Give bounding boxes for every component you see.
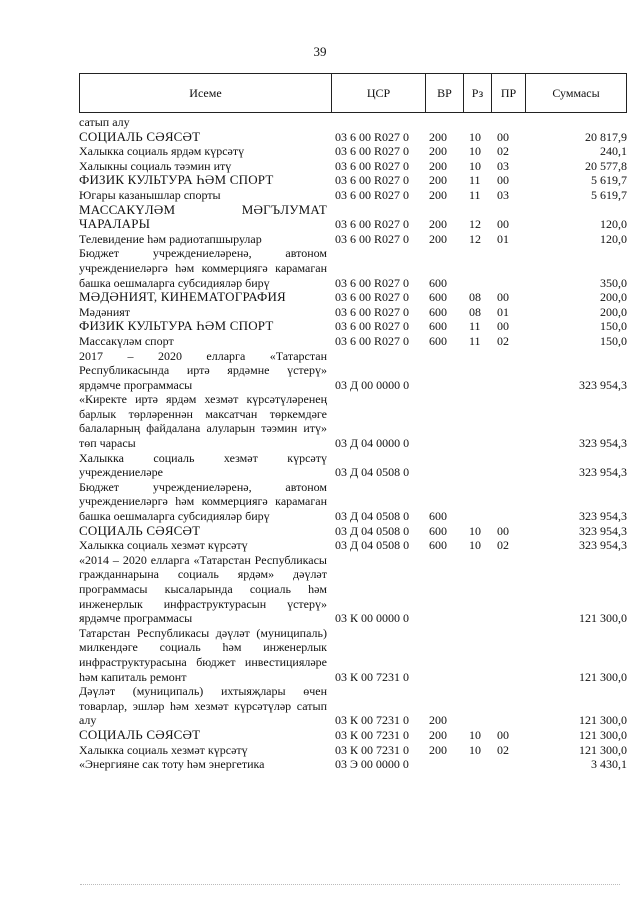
row-name: СОЦИАЛЬ СӘЯСӘТ [79, 522, 201, 538]
row-csr: 03 6 00 R027 0 [335, 158, 410, 173]
table-row [79, 232, 627, 247]
row-csr: 03 6 00 R027 0 [335, 187, 410, 202]
table-row [79, 173, 627, 188]
header-sum: Суммасы [552, 85, 600, 100]
row-rz: 10 [469, 538, 481, 553]
row-csr: 03 6 00 R027 0 [335, 304, 410, 319]
table-row [79, 203, 627, 232]
row-csr: 03 Д 04 0508 0 [335, 523, 410, 538]
row-rz: 10 [469, 742, 481, 757]
table-body [79, 115, 627, 772]
row-csr: 03 Д 04 0508 0 [335, 465, 410, 480]
row-name: СОЦИАЛЬ СӘЯСӘТ [79, 128, 201, 144]
row-name: «2014 – 2020 елларга «Татарстан Республикасы гражданнарына социаль ярдәм» дәүләт программасы кысаларында социаль һәм инженерлык инфраструктурасын үстерү» ярдәмче программасы [79, 552, 327, 626]
row-pr: 01 [497, 304, 509, 319]
table-header [79, 73, 627, 113]
row-sum: 350,0 [600, 275, 627, 290]
row-vr: 200 [429, 217, 447, 232]
table-row [79, 743, 627, 758]
row-pr: 01 [497, 231, 509, 246]
table-row [79, 334, 627, 349]
row-rz: 11 [469, 187, 481, 202]
row-pr: 00 [497, 727, 509, 742]
row-name: ФИЗИК КУЛЬТУРА ҺӘМ СПОРТ [79, 172, 274, 188]
row-name: «Киректе иртә ярдәм хезмәт күрсәтүләренең барлык төрләреннән максатчан төркемдәге балаларның файдалана алуларын тәэмин итү» төп чарасы [79, 392, 327, 451]
row-name: Югары казанышлар спорты [79, 187, 221, 202]
row-vr: 200 [429, 713, 447, 728]
row-csr: 03 6 00 R027 0 [335, 275, 410, 290]
row-name: Халыкка социаль хезмәт күрсәтү [79, 538, 248, 553]
row-sum: 323 954,3 [579, 465, 627, 480]
row-sum: 240,1 [600, 144, 627, 159]
header-rz: Рз [464, 74, 492, 112]
row-rz: 10 [469, 158, 481, 173]
row-name: ФИЗИК КУЛЬТУРА ҺӘМ СПОРТ [79, 318, 274, 334]
row-name: МӘДӘНИЯТ, КИНЕМАТОГРАФИЯ [79, 289, 286, 305]
row-rz: 12 [469, 217, 481, 232]
row-vr: 200 [429, 187, 447, 202]
row-csr: 03 6 00 R027 0 [335, 319, 410, 334]
row-vr: 200 [429, 727, 447, 742]
row-name: сатып алу [79, 115, 130, 129]
header-pr: ПР [492, 74, 526, 112]
row-vr: 200 [429, 231, 447, 246]
row-csr: 03 К 00 7231 0 [335, 742, 410, 757]
row-sum: 323 954,3 [579, 538, 627, 553]
row-sum: 323 954,3 [579, 377, 627, 392]
row-name: Телевидение һәм радиотапшырулар [79, 231, 262, 246]
row-sum: 121 300,0 [579, 742, 627, 757]
row-name: Бюджет учреждениеләренә, автоном учреждениеләргә һәм коммерциягә карамаган башка оешмаларга субсидияләр бирү [79, 479, 327, 524]
row-pr: 02 [497, 538, 509, 553]
row-sum: 120,0 [600, 231, 627, 246]
row-rz: 10 [469, 144, 481, 159]
row-sum: 121 300,0 [579, 727, 627, 742]
table-row [79, 728, 627, 743]
row-rz: 10 [469, 129, 481, 144]
row-csr: 03 К 00 7231 0 [335, 727, 410, 742]
table-row [79, 319, 627, 334]
row-vr: 600 [429, 538, 447, 553]
row-vr: 600 [429, 523, 447, 538]
row-vr: 200 [429, 742, 447, 757]
row-csr: 03 6 00 R027 0 [335, 217, 410, 232]
row-vr: 200 [429, 158, 447, 173]
row-rz: 08 [469, 290, 481, 305]
row-pr: 02 [497, 144, 509, 159]
table-row [79, 684, 627, 728]
row-sum: 3 430,1 [591, 757, 627, 772]
row-sum: 150,0 [600, 319, 627, 334]
row-name: Массакүләм спорт [79, 333, 174, 348]
table-row [79, 553, 627, 626]
footer-divider [80, 884, 620, 886]
row-vr: 200 [429, 144, 447, 159]
row-vr: 200 [429, 129, 447, 144]
row-name: Бюджет учреждениеләренә, автоном учреждениеләргә һәм коммерциягә карамаган башка оешмаларга субсидияләр бирү [79, 246, 327, 290]
row-name: Татарстан Республикасы дәүләт (муниципаль) милкендәге социаль һәм инженерлык инфраструктурасына бюджет инвестицияләре һәм капиталь ремонт [79, 625, 327, 684]
table-row [79, 159, 627, 174]
row-pr: 03 [497, 187, 509, 202]
row-pr: 03 [497, 158, 509, 173]
row-pr: 02 [497, 333, 509, 348]
row-csr: 03 Д 04 0508 0 [335, 509, 410, 524]
table-row [79, 290, 627, 305]
row-rz: 08 [469, 304, 481, 319]
table-row [79, 130, 627, 145]
row-csr: 03 Д 00 0000 0 [335, 377, 410, 392]
row-name: Халыкка социаль ярдәм күрсәтү [79, 144, 245, 159]
row-csr: 03 Д 04 0508 0 [335, 538, 410, 553]
row-vr: 600 [429, 319, 447, 334]
row-pr: 00 [497, 173, 509, 188]
table-row [79, 115, 627, 130]
table-row [79, 305, 627, 320]
row-pr: 02 [497, 742, 509, 757]
row-sum: 200,0 [600, 304, 627, 319]
row-name: Мәдәният [79, 304, 131, 319]
row-rz: 10 [469, 523, 481, 538]
table-row [79, 246, 627, 290]
row-csr: 03 6 00 R027 0 [335, 173, 410, 188]
row-rz: 11 [469, 319, 481, 334]
row-sum: 121 300,0 [579, 611, 627, 626]
row-sum: 323 954,3 [579, 509, 627, 524]
table-row [79, 626, 627, 684]
row-sum: 120,0 [600, 217, 627, 232]
row-rz: 12 [469, 231, 481, 246]
row-csr: 03 К 00 0000 0 [335, 611, 410, 626]
row-csr: 03 Э 00 0000 0 [335, 757, 409, 772]
table-row [79, 524, 627, 539]
header-vr: ВР [426, 74, 464, 112]
row-name: 2017 – 2020 елларга «Татарстан Республикасында иртә ярдәмне үстерү» ярдәмче программасы [79, 348, 327, 392]
row-pr: 00 [497, 217, 509, 232]
row-sum: 200,0 [600, 290, 627, 305]
table-row [79, 757, 627, 772]
row-csr: 03 6 00 R027 0 [335, 144, 410, 159]
table-row [79, 144, 627, 159]
row-name: СОЦИАЛЬ СӘЯСӘТ [79, 726, 201, 742]
row-name: Халыкка социаль хезмәт күрсәтү учреждениеләре [79, 450, 327, 480]
row-csr: 03 6 00 R027 0 [335, 129, 410, 144]
row-vr: 600 [429, 275, 447, 290]
row-sum: 5 619,7 [591, 173, 627, 188]
table-row [79, 349, 627, 393]
row-vr: 600 [429, 290, 447, 305]
row-sum: 20 817,9 [585, 129, 627, 144]
row-sum: 121 300,0 [579, 713, 627, 728]
header-csr: ЦСР [332, 74, 426, 112]
table-row [79, 392, 627, 450]
row-sum: 121 300,0 [579, 669, 627, 684]
row-csr: 03 К 00 7231 0 [335, 713, 410, 728]
row-csr: 03 6 00 R027 0 [335, 333, 410, 348]
row-csr: 03 Д 04 0000 0 [335, 436, 410, 451]
row-pr: 00 [497, 319, 509, 334]
row-sum: 5 619,7 [591, 187, 627, 202]
row-pr: 00 [497, 523, 509, 538]
row-sum: 20 577,8 [585, 158, 627, 173]
row-csr: 03 6 00 R027 0 [335, 231, 410, 246]
row-vr: 600 [429, 304, 447, 319]
table-row [79, 451, 627, 480]
header-name: Исеме [80, 74, 332, 112]
row-sum: 150,0 [600, 333, 627, 348]
row-csr: 03 К 00 7231 0 [335, 669, 410, 684]
row-name: Халыкка социаль хезмәт күрсәтү [79, 742, 248, 757]
table-row [79, 188, 627, 203]
row-name: Халыкны социаль тәэмин итү [79, 158, 232, 173]
row-vr: 600 [429, 333, 447, 348]
page-number: 39 [313, 44, 327, 59]
table-row [79, 480, 627, 524]
row-rz: 10 [469, 727, 481, 742]
row-name: Дәүләт (муниципаль) ихтыяҗлары өчен товарлар, эшләр һәм хезмәт күрсәтүләр сатып алу [79, 684, 327, 728]
row-pr: 00 [497, 129, 509, 144]
row-csr: 03 6 00 R027 0 [335, 290, 410, 305]
row-sum: 323 954,3 [579, 436, 627, 451]
row-pr: 00 [497, 290, 509, 305]
row-vr: 600 [429, 509, 447, 524]
table-row [79, 538, 627, 553]
row-name: «Энергияне сак тоту һәм энергетика [79, 757, 265, 772]
row-rz: 11 [469, 333, 481, 348]
row-rz: 11 [469, 173, 481, 188]
row-name: МАССАКҮЛӘМ МӘГЪЛУМАТ ЧАРАЛАРЫ [79, 201, 327, 232]
row-vr: 200 [429, 173, 447, 188]
row-sum: 323 954,3 [579, 523, 627, 538]
